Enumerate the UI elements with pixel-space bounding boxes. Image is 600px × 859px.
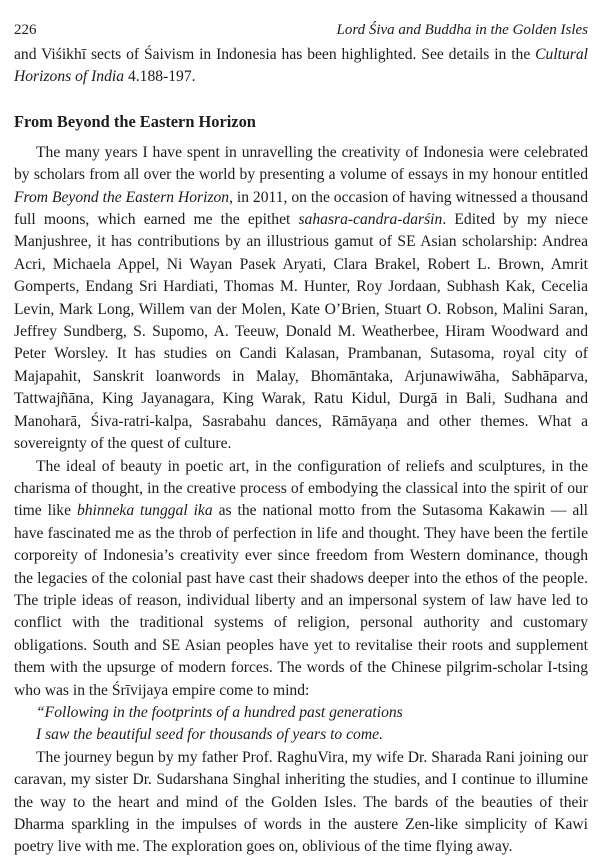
intro-text: and Viśikhī sects of Śaivism in Indonesia has been highlighted. See details in the: [14, 46, 536, 63]
paragraph-2-part-b: as the national motto from the Sutasoma Kakawin — all have fascinated me as the throb of perfection in life and thought. They have been the fertile corporeity of Indonesia’s creativity ever since freedom from Western dominance, though the legacies of the colonial past have cast their shadows deeper into the ethos of the people. The triple ideas of reason, individual liberty and an impersonal system of law have led to conflict with the traditional systems of religion, personal authority and customary obligations. South and SE Asian peoples have yet to revitalise their roots and supplement them with the upsurge of modern forces. The words of the Chinese pilgrim-scholar I-tsing who was in the Śrīvijaya empire come to mind:: [14, 502, 588, 699]
cited-work-title: Cultural Horizons of India: [14, 46, 588, 86]
paragraph-1-part-a: The many years I have spent in unravelling the creativity of Indonesia were celebrated by scholars from all over the world by presenting a volume of essays in my honour entitled: [14, 143, 588, 184]
running-title: Lord Śiva and Buddha in the Golden Isles: [336, 22, 588, 38]
festschrift-title: From Beyond the Eastern Horizon: [14, 188, 230, 206]
paragraph-beauty: [14, 456, 588, 702]
page-number: 226: [14, 22, 37, 38]
paragraph-festschrift: [14, 142, 588, 456]
paragraph-2-part-a: The ideal of beauty in poetic art, in the configuration of reliefs and sculptures, in the charisma of thought, in the creative process of embodying the classical into the spirit of our time like: [14, 457, 588, 520]
paragraph-1-part-b: , in 2011, on the occasion of having witnessed a thousand full moons, which earned me the epithet: [14, 188, 588, 229]
quote-line-1: “Following in the footprints of a hundred past generations: [36, 703, 403, 721]
national-motto: bhinneka tunggal ika: [76, 502, 213, 520]
book-page: [14, 22, 588, 859]
quote-line-2: I saw the beautiful seed for thousands of years to come.: [36, 726, 383, 744]
paragraph-journey: The journey begun by my father Prof. RaghuVira, my wife Dr. Sharada Rani joining our caravan, my sister Dr. Sudarshana Singhal inheriting the studies, and I continue to illumine the way to the heart and mind of the Golden Isles. The bards of the beauties of their Dharma sparkling in the impulses of words in the austere Zen-like simplicity of Kawi poetry live with me. The exploration goes on, oblivious of the time flying away.: [14, 748, 588, 856]
intro-paragraph: [14, 44, 588, 89]
epithet: sahasra-candra-darśin: [298, 211, 443, 229]
section-heading: From Beyond the Eastern Horizon: [14, 111, 256, 131]
running-head: [14, 22, 588, 44]
intro-citation: 4.188-197.: [124, 68, 196, 86]
paragraph-1-part-c: . Edited by my niece Manjushree, it has contributions by an illustrious gamut of SE Asian scholarship: Andrea Acri, Michaela Appel, Ni Wayan Pasek Aryati, Clara Brakel, Robert L. Brown, Amrit Gomperts, Endang Sri Hardiati, Thomas M. Hunter, Roy Jordaan, Subhash Kak, Cecelia Levin, Mark Long, Willem van der Molen, Kate O’Brien, Stuart O. Robson, Malini Saran, Jeffrey Sundberg, S. Supomo, A. Teeuw, Donald M. Weatherbee, Hiram Woodward and Peter Worsley. It has studies on Candi Kalasan, Prambanan, Sutasoma, royal city of Majapahit, Sanskrit loanwords in Malay, Bhomāntaka, Arjunawiwāha, Sabhāparva, Tattwajñāna, King Jayanagara, King Warak, Ratu Kidul, Durgā in Bali, Sudhana and Manoharā, Śiva-ratri-kalpa, Sasrabahu dances, Rāmāyaṇa and other themes. What a sovereignty of the quest of culture.: [14, 211, 588, 453]
